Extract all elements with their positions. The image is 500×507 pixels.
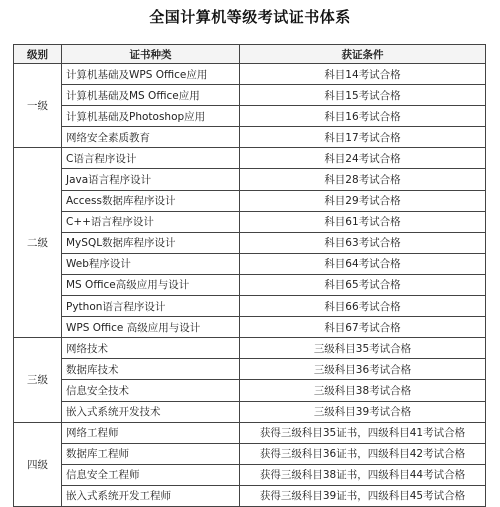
level-cell: 二级 <box>14 148 62 338</box>
cond-cell: 三级科目39考试合格 <box>240 401 486 422</box>
cond-cell: 获得三级科目36证书，四级科目42考试合格 <box>240 443 486 464</box>
cond-cell: 获得三级科目35证书，四级科目41考试合格 <box>240 422 486 443</box>
cert-cell: MS Office高级应用与设计 <box>62 274 240 295</box>
cert-cell: 信息安全技术 <box>62 380 240 401</box>
cond-cell: 三级科目35考试合格 <box>240 338 486 359</box>
cond-cell: 科目65考试合格 <box>240 274 486 295</box>
cert-cell: Web程序设计 <box>62 253 240 274</box>
page-title: 全国计算机等级考试证书体系 <box>149 8 351 26</box>
cert-cell: Python语言程序设计 <box>62 296 240 317</box>
cond-cell: 科目28考试合格 <box>240 169 486 190</box>
table-row <box>14 85 486 106</box>
cond-cell: 科目63考试合格 <box>240 232 486 253</box>
cond-cell: 科目17考试合格 <box>240 127 486 148</box>
cond-cell: 三级科目36考试合格 <box>240 359 486 380</box>
header-level: 级别 <box>14 45 62 64</box>
cert-cell: C语言程序设计 <box>62 148 240 169</box>
cert-cell: Java语言程序设计 <box>62 169 240 190</box>
table-row <box>14 169 486 190</box>
level-cell: 三级 <box>14 338 62 422</box>
level-cell: 四级 <box>14 422 62 506</box>
table-row <box>14 359 486 380</box>
cond-cell: 科目29考试合格 <box>240 190 486 211</box>
table-row <box>14 64 486 85</box>
table-row <box>14 190 486 211</box>
table-row <box>14 317 486 338</box>
table-row <box>14 211 486 232</box>
table-row <box>14 296 486 317</box>
cert-cell: WPS Office 高级应用与设计 <box>62 317 240 338</box>
cond-cell: 科目61考试合格 <box>240 211 486 232</box>
cert-cell: 嵌入式系统开发技术 <box>62 401 240 422</box>
table-row <box>14 422 486 443</box>
cert-cell: 数据库技术 <box>62 359 240 380</box>
cert-cell: 信息安全工程师 <box>62 464 240 485</box>
cert-cell: MySQL数据库程序设计 <box>62 232 240 253</box>
level-cell: 一级 <box>14 64 62 148</box>
cert-cell: 计算机基础及WPS Office应用 <box>62 64 240 85</box>
cert-cell: 嵌入式系统开发工程师 <box>62 485 240 506</box>
cert-cell: 网络工程师 <box>62 422 240 443</box>
cond-cell: 三级科目38考试合格 <box>240 380 486 401</box>
cond-cell: 科目15考试合格 <box>240 85 486 106</box>
table-row <box>14 443 486 464</box>
cond-cell: 科目64考试合格 <box>240 253 486 274</box>
cond-cell: 科目14考试合格 <box>240 64 486 85</box>
cond-cell: 科目66考试合格 <box>240 296 486 317</box>
table-row <box>14 127 486 148</box>
cert-cell: 计算机基础及MS Office应用 <box>62 85 240 106</box>
table-row <box>14 274 486 295</box>
table-row <box>14 232 486 253</box>
cond-cell: 科目16考试合格 <box>240 106 486 127</box>
cert-cell: 数据库工程师 <box>62 443 240 464</box>
cert-cell: 计算机基础及Photoshop应用 <box>62 106 240 127</box>
header-cond: 获证条件 <box>240 45 486 64</box>
cert-cell: 网络技术 <box>62 338 240 359</box>
cond-cell: 科目67考试合格 <box>240 317 486 338</box>
cond-cell: 获得三级科目39证书，四级科目45考试合格 <box>240 485 486 506</box>
table-row <box>14 380 486 401</box>
table-body <box>14 64 486 507</box>
table-row <box>14 401 486 422</box>
table-row <box>14 106 486 127</box>
table-row <box>14 338 486 359</box>
cert-cell: C++语言程序设计 <box>62 211 240 232</box>
cond-cell: 科目24考试合格 <box>240 148 486 169</box>
table-row <box>14 148 486 169</box>
table-row <box>14 253 486 274</box>
cert-cell: Access数据库程序设计 <box>62 190 240 211</box>
cond-cell: 获得三级科目38证书，四级科目44考试合格 <box>240 464 486 485</box>
cert-cell: 网络安全素质教育 <box>62 127 240 148</box>
table-row <box>14 485 486 506</box>
header-cert: 证书种类 <box>62 45 240 64</box>
table-header-row <box>14 45 486 64</box>
table-row <box>14 464 486 485</box>
certificate-table <box>13 44 486 507</box>
